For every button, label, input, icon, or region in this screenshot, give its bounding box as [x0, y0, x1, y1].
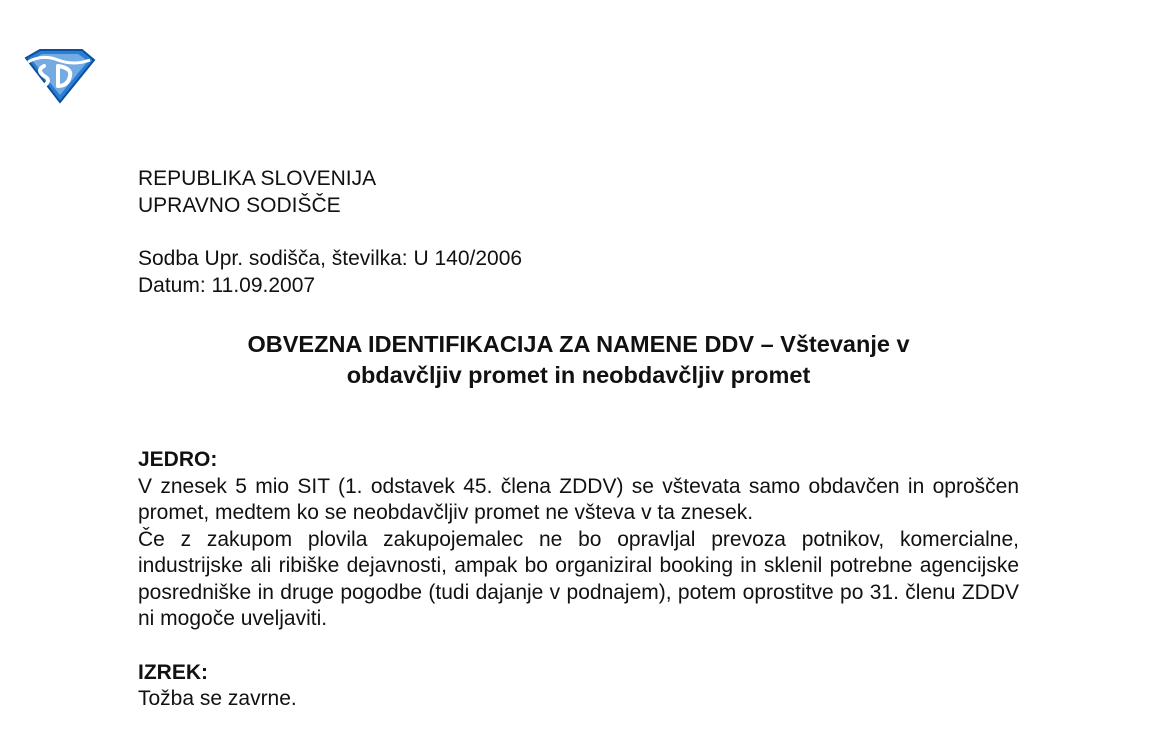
court-name: UPRAVNO SODIŠČE — [138, 193, 341, 217]
org-name: REPUBLIKA SLOVENIJA — [138, 167, 377, 190]
izrek-heading: IZREK: — [138, 660, 208, 684]
decision-date: Datum: 11.09.2007 — [138, 273, 316, 297]
jedro-paragraph-1: V znesek 5 mio SIT (1. odstavek 45. člena ZDDV) se vštevata samo obdavčen in oproščen promet, medtem ko se neobdavčljiv promet ne všteva v ta znesek. — [138, 474, 1019, 524]
shield-logo-icon — [22, 48, 96, 104]
document-title — [138, 329, 1019, 391]
title-line-2: obdavčljiv promet in neobdavčljiv promet — [346, 362, 811, 388]
title-line-1: OBVEZNA IDENTIFIKACIJA ZA NAMENE DDV – Vštevanje v — [247, 331, 910, 357]
case-number: Sodba Upr. sodišča, številka: U 140/2006 — [138, 247, 523, 270]
document-body — [138, 166, 1019, 713]
court-logo — [22, 48, 96, 104]
izrek-text: Tožba se zavrne. — [138, 687, 297, 710]
jedro-heading: JEDRO: — [138, 448, 218, 471]
jedro-paragraph-2: Če z zakupom plovila zakupojemalec ne bo opravljal prevoza potnikov, komercialne, industrijske ali ribiške dejavnosti, ampak bo organiziral booking in sklenil potrebne agencijske posredniške in druge pogodbe (tudi dajanje v podnajem), potem oprostitve po 31. členu ZDDV ni mogoče uveljaviti. — [138, 527, 1019, 630]
